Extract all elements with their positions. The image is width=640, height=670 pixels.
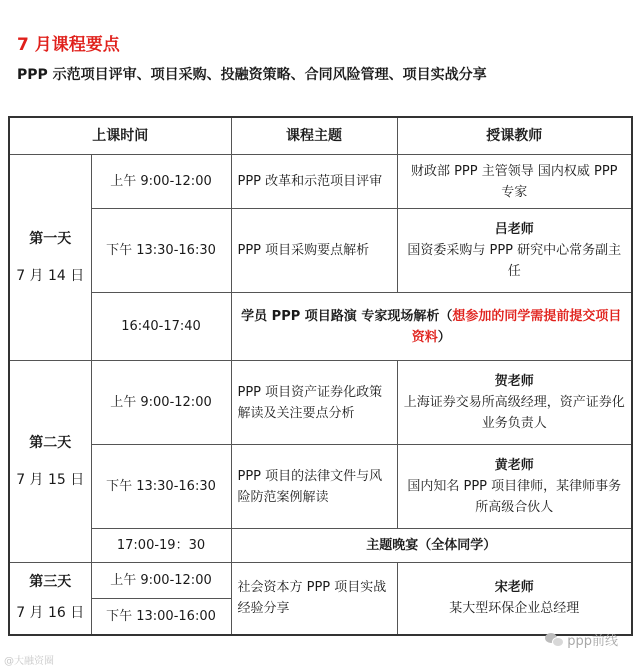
header-topic: 课程主题 — [231, 117, 397, 155]
page-subheading: PPP 示范项目评审、项目采购、投融资策略、合同风险管理、项目实战分享 — [17, 67, 487, 83]
roadshow-cell — [231, 293, 632, 361]
header-teacher: 授课教师 — [397, 117, 632, 155]
teacher-cell — [397, 209, 632, 293]
day-label: 第二天 — [29, 434, 72, 451]
page-heading: 7 月课程要点 — [17, 35, 120, 55]
teacher-title: 某大型环保企业总经理 — [449, 601, 580, 617]
day-label: 第一天 — [29, 230, 72, 247]
watermark-right — [545, 630, 618, 649]
day-label: 第三天 — [29, 574, 72, 591]
table-row — [9, 529, 632, 563]
teacher-name: 吕老师 — [494, 222, 534, 237]
teacher-name: 黄老师 — [494, 458, 534, 473]
table-row — [9, 361, 632, 445]
teacher-name: 宋老师 — [494, 580, 534, 596]
table-row — [9, 293, 632, 361]
time-cell: 上午 9:00-12:00 — [91, 361, 231, 445]
day-date: 7 月 15 日 — [16, 471, 85, 488]
time-cell: 17:00-19：30 — [91, 529, 231, 563]
topic-cell: PPP 项目的法律文件与风险防范案例解读 — [231, 445, 397, 529]
wechat-icon — [545, 633, 563, 647]
teacher-cell — [397, 361, 632, 445]
time-cell: 下午 13:30-16:30 — [91, 209, 231, 293]
day-date: 7 月 14 日 — [16, 267, 85, 284]
teacher-title: 国资委采购与 PPP 研究中心常务副主任 — [407, 243, 622, 279]
topic-cell: 社会资本方 PPP 项目实战经验分享 — [231, 563, 397, 635]
watermark-left: @大融资圈 — [4, 656, 54, 667]
time-cell: 下午 13:00-16:00 — [91, 599, 231, 635]
header-time: 上课时间 — [9, 117, 231, 155]
teacher-title: 国内知名 PPP 项目律师，某律师事务所高级合伙人 — [407, 479, 622, 515]
day-date: 7 月 16 日 — [16, 605, 85, 622]
day-cell — [9, 155, 91, 361]
header-row — [9, 117, 632, 155]
day-cell — [9, 361, 91, 563]
teacher-cell — [397, 445, 632, 529]
time-cell: 上午 9:00-12:00 — [91, 563, 231, 599]
teacher-cell — [397, 563, 632, 635]
topic-cell: PPP 项目资产证券化政策解读及关注要点分析 — [231, 361, 397, 445]
teacher-cell: 财政部 PPP 主管领导 国内权威 PPP 专家 — [397, 155, 632, 209]
topic-cell: PPP 改革和示范项目评审 — [231, 155, 397, 209]
time-cell: 上午 9:00-12:00 — [91, 155, 231, 209]
schedule-table — [8, 116, 633, 636]
roadshow-note: 想参加的同学需提前提交项目资料 — [411, 308, 622, 345]
roadshow-close: ） — [437, 329, 451, 345]
time-cell: 下午 13:30-16:30 — [91, 445, 231, 529]
teacher-name: 贺老师 — [494, 374, 534, 389]
table-row — [9, 445, 632, 529]
watermark-right-text: ppp前线 — [567, 634, 618, 649]
dinner-cell: 主题晚宴（全体同学） — [231, 529, 632, 563]
topic-cell: PPP 项目采购要点解析 — [231, 209, 397, 293]
table-row — [9, 155, 632, 209]
day-cell — [9, 563, 91, 635]
roadshow-text: 学员 PPP 项目路演 专家现场解析（ — [241, 308, 453, 324]
table-row — [9, 563, 632, 599]
teacher-title: 上海证券交易所高级经理，资产证券化业务负责人 — [403, 395, 625, 431]
table-row — [9, 209, 632, 293]
time-cell: 16:40-17:40 — [91, 293, 231, 361]
